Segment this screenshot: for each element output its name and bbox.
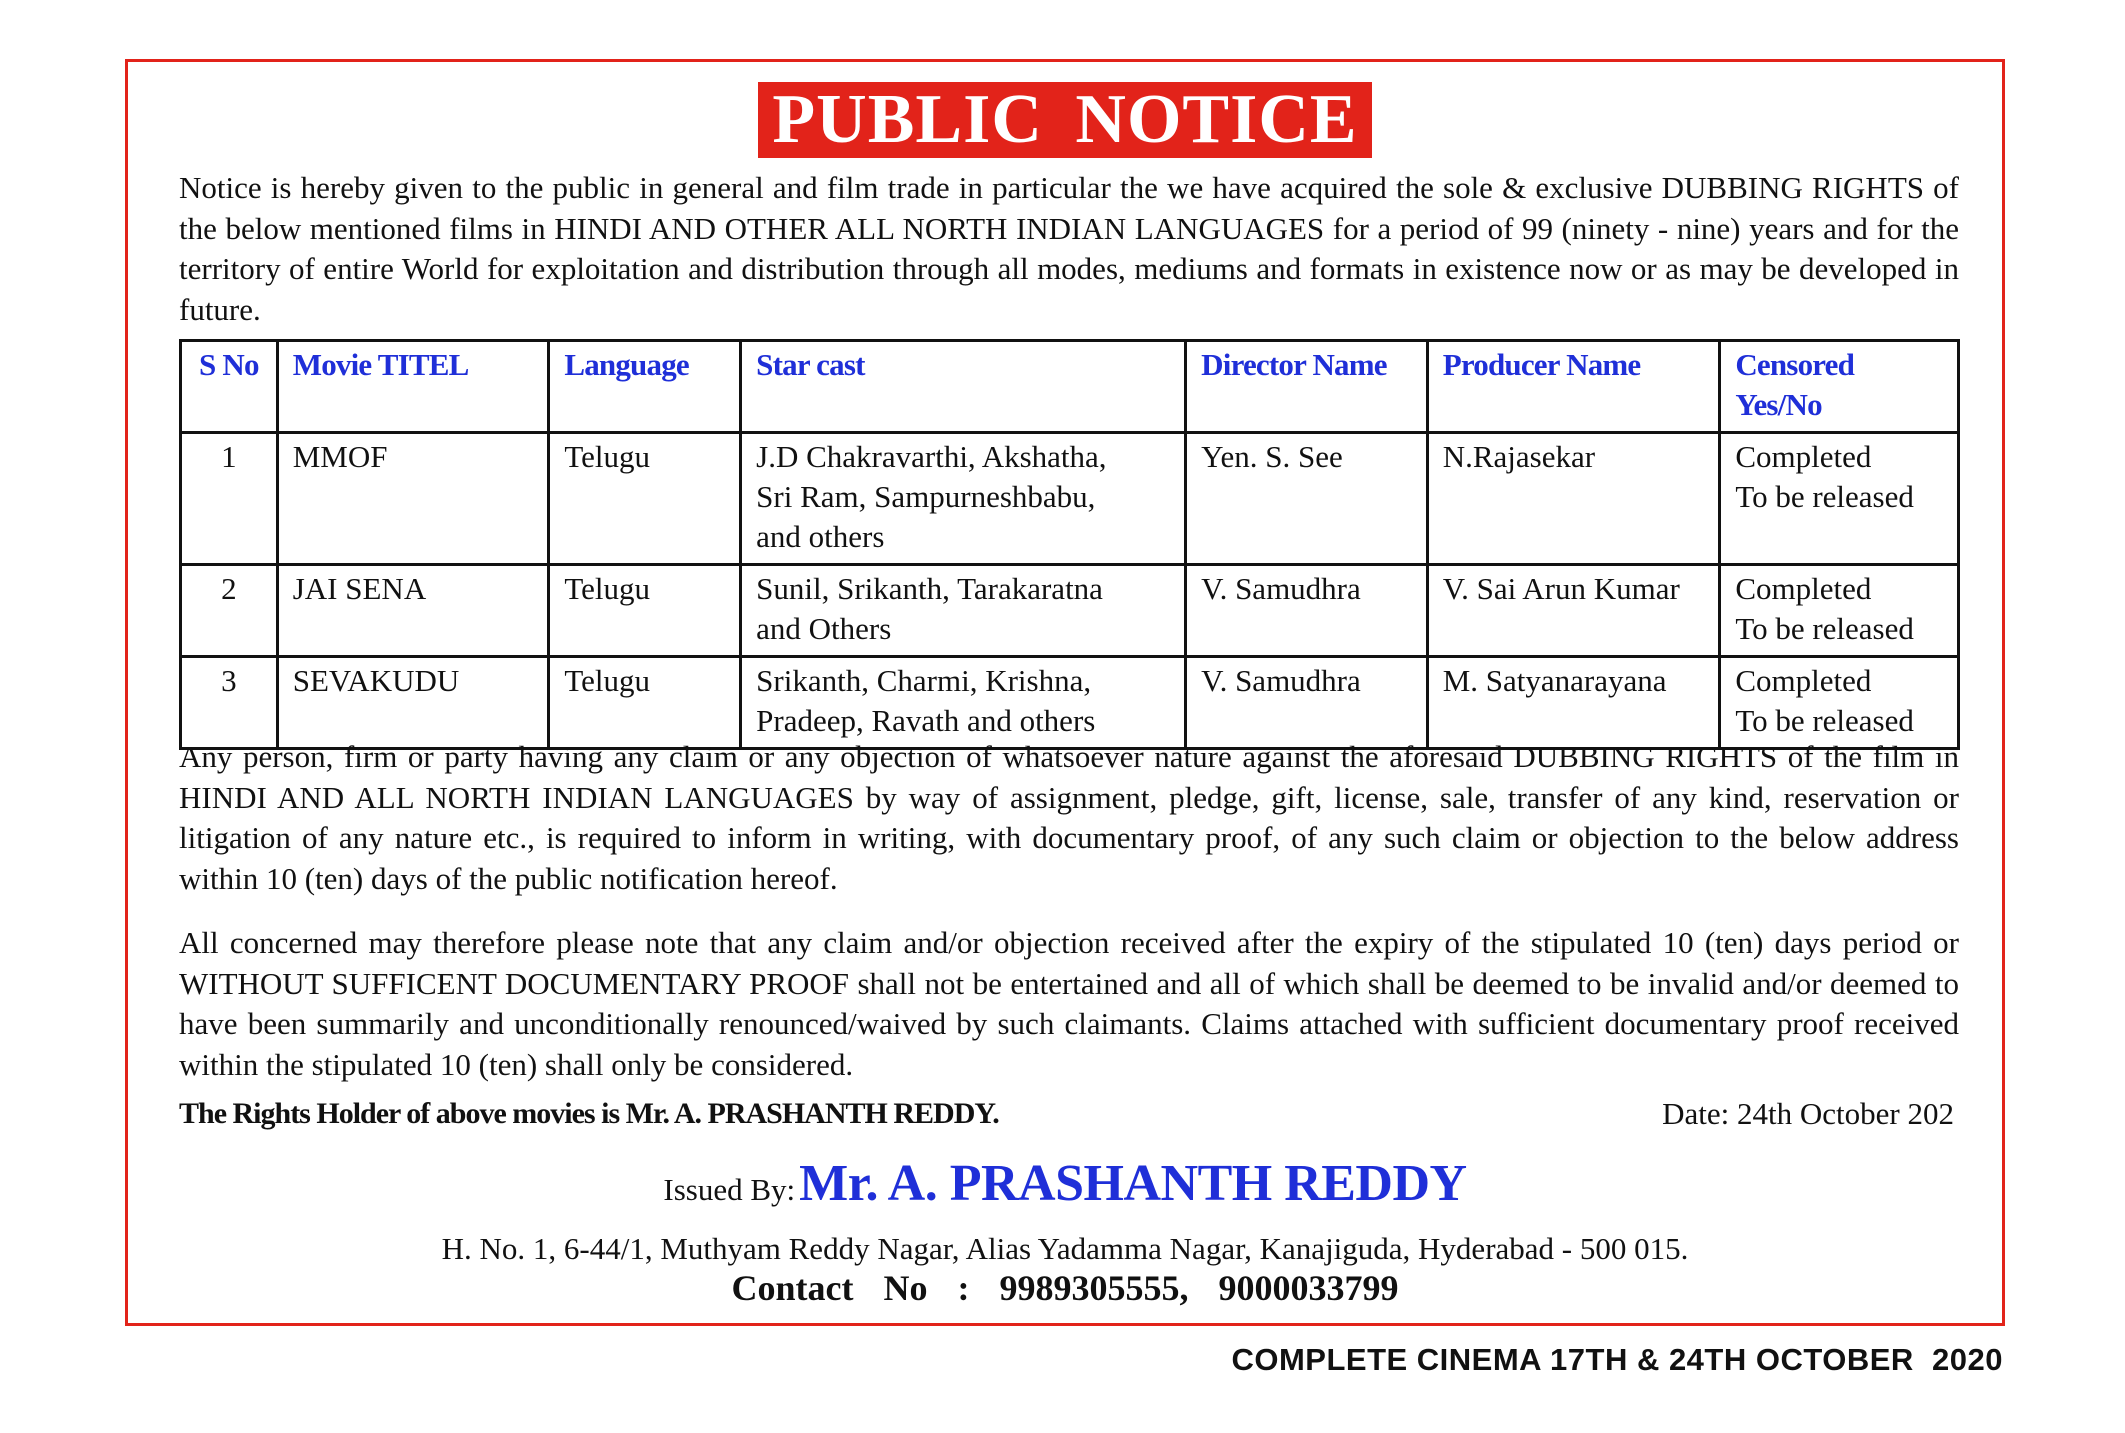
cell-director: V. Samudhra xyxy=(1186,657,1428,749)
cell-title: JAI SENA xyxy=(277,565,549,657)
status-line: To be released xyxy=(1735,479,1914,514)
status-line: Completed xyxy=(1735,571,1872,606)
cell-language: Telugu xyxy=(549,433,741,565)
status-line: To be released xyxy=(1735,703,1914,738)
issued-by-label: Issued By: xyxy=(663,1172,796,1207)
cell-cast xyxy=(741,657,1186,749)
issuer-address: H. No. 1, 6-44/1, Muthyam Reddy Nagar, Alias Yadamma Nagar, Kanajiguda, Hyderabad - 500 015. xyxy=(441,1231,1689,1266)
cast-line: Sri Ram, Sampurneshbabu, xyxy=(756,479,1096,514)
status-line: Completed xyxy=(1735,663,1872,698)
cell-status xyxy=(1720,433,1959,565)
cast-line: Pradeep, Ravath and others xyxy=(756,703,1096,738)
table-row xyxy=(181,565,1959,657)
cell-sno: 1 xyxy=(181,433,278,565)
cell-director: V. Samudhra xyxy=(1186,565,1428,657)
issued-by-line xyxy=(128,1154,2002,1213)
cell-producer: N.Rajasekar xyxy=(1427,433,1720,565)
header-director: Director Name xyxy=(1186,341,1428,433)
films-table xyxy=(179,339,1960,750)
cell-cast xyxy=(741,565,1186,657)
cell-title: MMOF xyxy=(277,433,549,565)
intro-paragraph: Notice is hereby given to the public in general and film trade in particular the we have acquired the sole & exclusive DUBBING RIGHTS of the below mentioned films in HINDI AND OTHER ALL NORTH INDIAN LANGUAGES for a period of 99 (ninety - nine) years and for the territory of entire World for exploitation and distribution through all modes, mediums and formats in existence now or as may be developed in future. xyxy=(179,170,1959,327)
header-title: Movie TITEL xyxy=(277,341,549,433)
status-line: Completed xyxy=(1735,439,1872,474)
cast-line: and Others xyxy=(756,611,892,646)
header-censored-line2: Yes/No xyxy=(1735,387,1822,422)
cell-language: Telugu xyxy=(549,657,741,749)
claim-paragraph: Any person, firm or party having any claim or any objection of whatsoever nature against the aforesaid DUBBING RIGHTS of the film in HINDI AND ALL NORTH INDIAN LANGUAGES by way of assignment, pledge, gift, license, sale, transfer of any kind, reservation or litigation of any nature etc., is required to inform in writing, with documentary proof, of any such claim or objection to the below address within 10 (ten) days of the public notification hereof. xyxy=(179,739,1959,896)
table-header-row xyxy=(181,341,1959,433)
cast-line: Srikanth, Charmi, Krishna, xyxy=(756,663,1092,698)
cell-director: Yen. S. See xyxy=(1186,433,1428,565)
cell-status xyxy=(1720,565,1959,657)
cell-sno: 2 xyxy=(181,565,278,657)
cell-cast xyxy=(741,433,1186,565)
cell-status xyxy=(1720,657,1959,749)
header-censored-line1: Censored xyxy=(1735,347,1855,382)
cast-line: J.D Chakravarthi, Akshatha, xyxy=(756,439,1107,474)
cell-sno: 3 xyxy=(181,657,278,749)
status-line: To be released xyxy=(1735,611,1914,646)
concern-paragraph: All concerned may therefore please note that any claim and/or objection received after the expiry of the stipulated 10 (ten) days period or WITHOUT SUFFICENT DOCUMENTARY PROOF shall not be entertained and all of which shall be deemed to be invalid and/or deemed to have been summarily and unconditionally renounced/waived by such claimants. Claims attached with sufficient documentary proof received within the stipulated 10 (ten) shall only be considered. xyxy=(179,925,1959,1082)
issuer-name: Mr. A. PRASHANTH REDDY xyxy=(799,1155,1467,1212)
notice-frame xyxy=(125,59,2005,1326)
contact-numbers: Contact No : 9989305555, 9000033799 xyxy=(731,1268,1399,1308)
cell-producer: M. Satyanarayana xyxy=(1427,657,1720,749)
header-producer: Producer Name xyxy=(1427,341,1720,433)
cell-language: Telugu xyxy=(549,565,741,657)
cast-line: Sunil, Srikanth, Tarakaratna xyxy=(756,571,1103,606)
table-row xyxy=(181,433,1959,565)
notice-title: PUBLIC NOTICE xyxy=(758,82,1371,158)
table-row xyxy=(181,657,1959,749)
header-sno: S No xyxy=(181,341,278,433)
rights-holder-statement: The Rights Holder of above movies is Mr. A. PRASHANTH REDDY. xyxy=(179,1097,999,1130)
publication-footer: COMPLETE CINEMA 17TH & 24TH OCTOBER 2020 xyxy=(1231,1342,2003,1377)
cell-title: SEVAKUDU xyxy=(277,657,549,749)
header-censored xyxy=(1720,341,1959,433)
header-language: Language xyxy=(549,341,741,433)
title-wrap xyxy=(128,82,2002,158)
header-cast: Star cast xyxy=(741,341,1186,433)
cell-producer: V. Sai Arun Kumar xyxy=(1427,565,1720,657)
cast-line: and others xyxy=(756,519,885,554)
notice-date: Date: 24th October 202 xyxy=(1662,1096,1954,1131)
